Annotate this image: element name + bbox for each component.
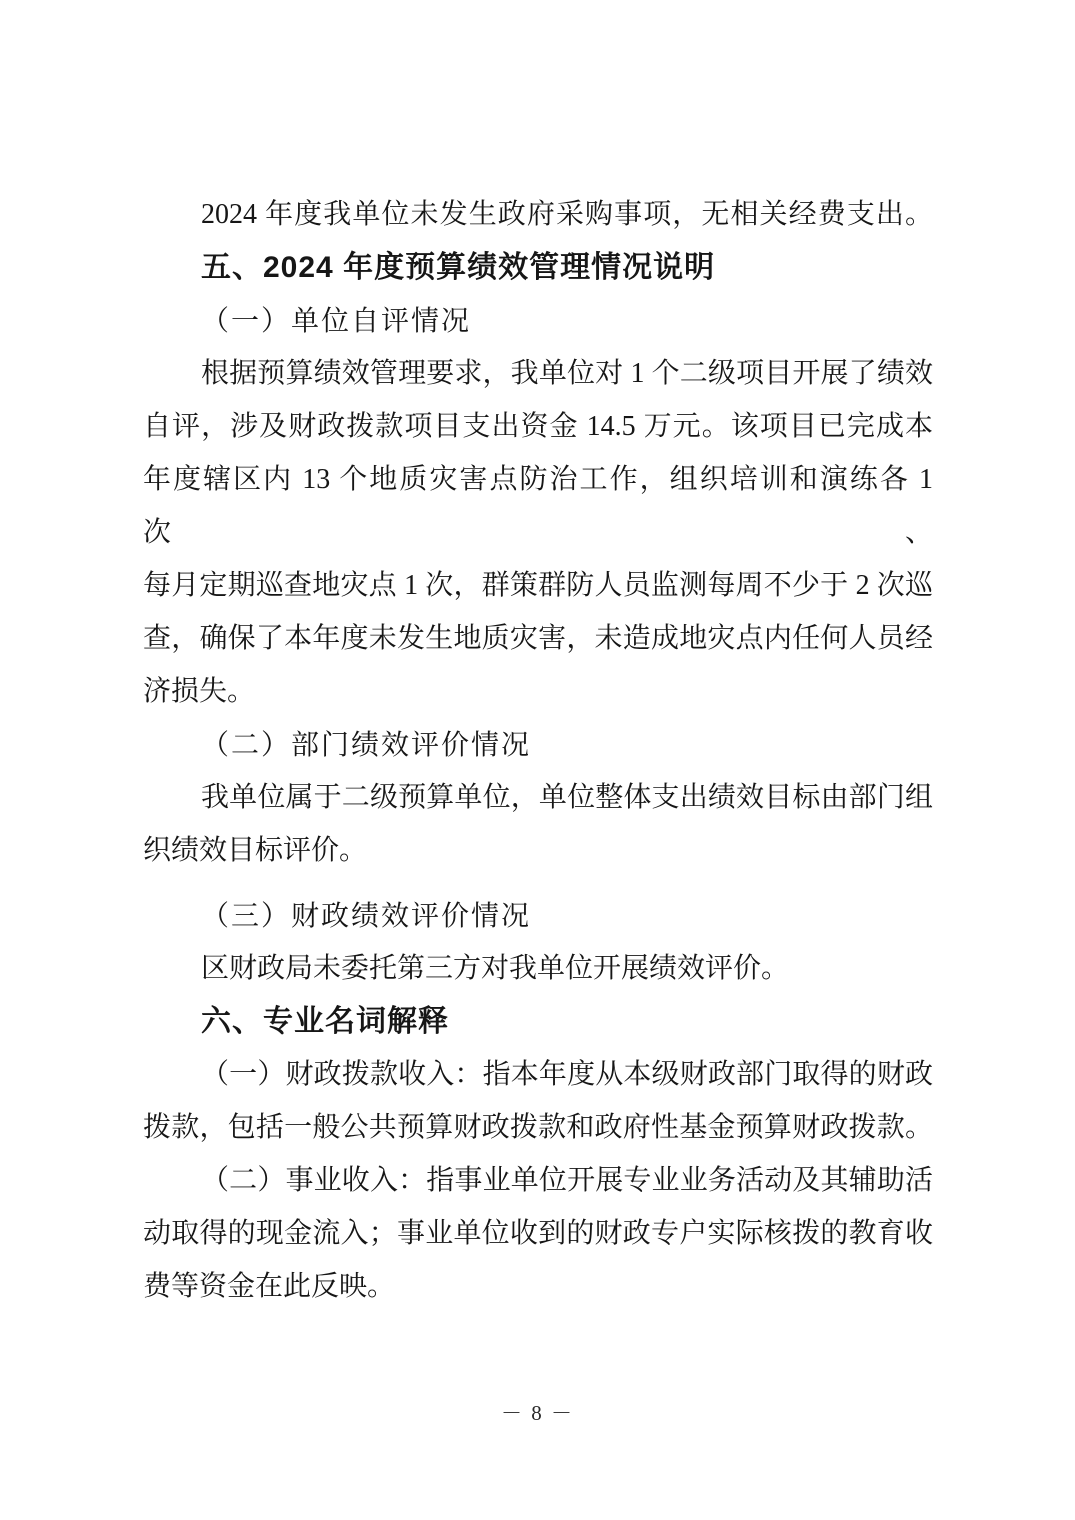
- paragraph-line: 拨款，包括一般公共预算财政拨款和政府性基金预算财政拨款。: [143, 1112, 933, 1143]
- section-heading-5: 五、2024 年度预算绩效管理情况说明: [201, 251, 716, 284]
- paragraph-line: 2024 年度我单位未发生政府采购事项，无相关经费支出。: [201, 199, 933, 230]
- body-paragraph: [143, 188, 933, 241]
- paragraph-line: 织绩效目标评价。: [143, 835, 368, 866]
- paragraph-line: 区财政局未委托第三方对我单位开展绩效评价。: [201, 953, 790, 984]
- paragraph-line: 动取得的现金流入；事业单位收到的财政专户实际核拨的教育收: [143, 1218, 933, 1249]
- paragraph-line: 济损失。: [143, 676, 256, 707]
- paragraph-line: 根据预算绩效管理要求，我单位对 1 个二级项目开展了绩效: [201, 358, 933, 389]
- paragraph-line: （一）财政拨款收入：指本年度从本级财政部门取得的财政: [201, 1059, 933, 1090]
- paragraph-line: 费等资金在此反映。: [143, 1271, 396, 1302]
- paragraph-line: 查，确保了本年度未发生地质灾害，未造成地灾点内任何人员经: [143, 623, 933, 654]
- section-heading-6: 六、专业名词解释: [201, 1005, 449, 1038]
- subsection-heading-3: （三）财政绩效评价情况: [201, 899, 532, 932]
- document-content: [143, 188, 933, 1313]
- subsection-heading-2: （二）部门绩效评价情况: [201, 728, 532, 761]
- term-paragraph: [143, 1154, 933, 1313]
- body-paragraph: [143, 942, 933, 995]
- body-paragraph: [143, 771, 933, 877]
- paragraph-line: 自评，涉及财政拨款项目支出资金 14.5 万元。该项目已完成本: [143, 411, 933, 442]
- paragraph-line: 我单位属于二级预算单位，单位整体支出绩效目标由部门组: [201, 782, 933, 813]
- term-paragraph: [143, 1048, 933, 1154]
- paragraph-line: 每月定期巡查地灾点 1 次，群策群防人员监测每周不少于 2 次巡: [143, 570, 933, 601]
- page-number: － 8 －: [501, 1401, 574, 1425]
- paragraph-line: 年度辖区内 13 个地质灾害点防治工作，组织培训和演练各 1 次、: [143, 464, 933, 548]
- subsection-heading-1: （一）单位自评情况: [201, 304, 472, 337]
- body-paragraph: [143, 347, 933, 718]
- paragraph-line: （二）事业收入：指事业单位开展专业业务活动及其辅助活: [201, 1165, 933, 1196]
